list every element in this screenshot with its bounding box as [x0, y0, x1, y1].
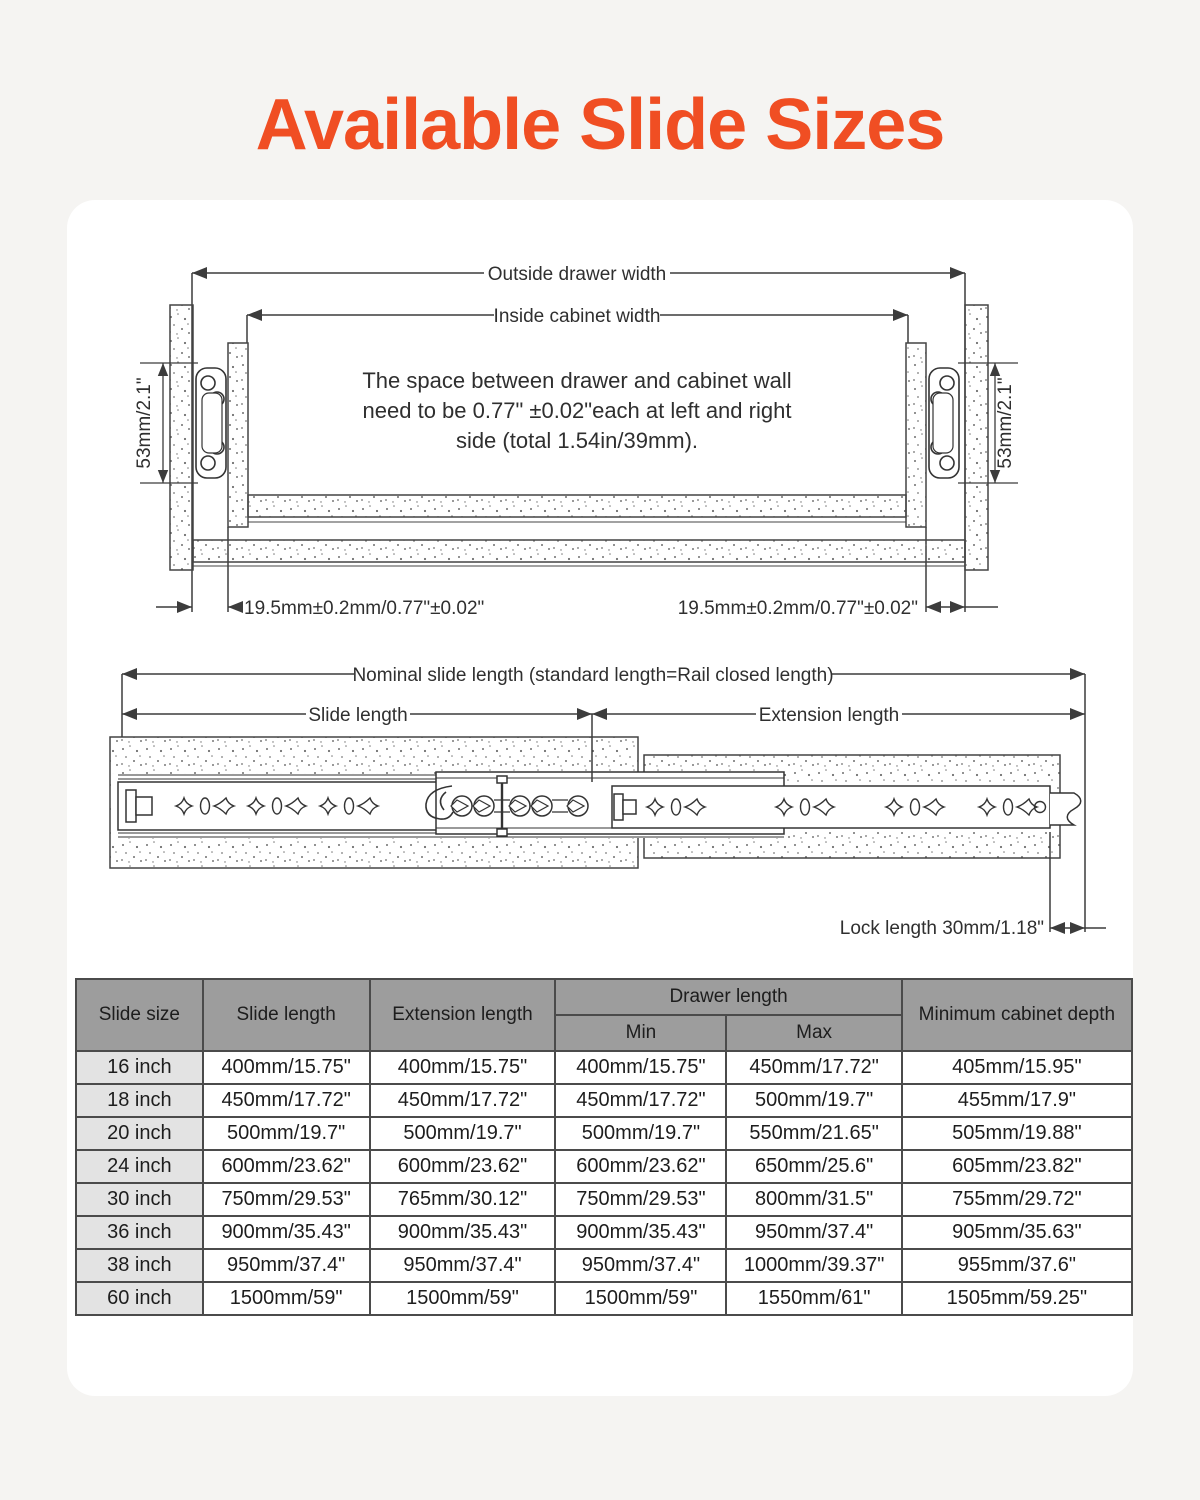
- header-max: Max: [726, 1015, 901, 1051]
- header-slide-size: Slide size: [76, 979, 203, 1051]
- table-row: [76, 1183, 1132, 1216]
- header-drawer-length: Drawer length: [555, 979, 901, 1015]
- table-cell-min: 900mm/35.43": [555, 1216, 726, 1249]
- table-cell-ext: 600mm/23.62": [370, 1150, 556, 1183]
- side-height-label-right: 53mm/2.1": [995, 377, 1016, 469]
- header-slide-length: Slide length: [203, 979, 370, 1051]
- table-row: [76, 1150, 1132, 1183]
- table-cell-size: 36 inch: [76, 1216, 203, 1249]
- drawer-bottom-panel: [248, 495, 906, 517]
- table-cell-max: 550mm/21.65": [726, 1117, 901, 1150]
- table-cell-min: 600mm/23.62": [555, 1150, 726, 1183]
- table-cell-slide: 450mm/17.72": [203, 1084, 370, 1117]
- table-row: [76, 1117, 1132, 1150]
- cabinet-wall-right: [965, 305, 988, 570]
- table-cell-slide: 900mm/35.43": [203, 1216, 370, 1249]
- table-cell-min: 750mm/29.53": [555, 1183, 726, 1216]
- table-cell-size: 60 inch: [76, 1282, 203, 1315]
- gap-label-left: 19.5mm±0.2mm/0.77"±0.02": [244, 598, 485, 619]
- table-cell-max: 450mm/17.72": [726, 1051, 901, 1084]
- slide-length-label: Slide length: [308, 705, 408, 726]
- table-cell-ext: 400mm/15.75": [370, 1051, 556, 1084]
- table-cell-max: 1550mm/61": [726, 1282, 901, 1315]
- table-cell-depth: 1505mm/59.25": [902, 1282, 1132, 1315]
- header-extension-length: Extension length: [370, 979, 556, 1051]
- inside-width-label: Inside cabinet width: [493, 306, 661, 327]
- table-cell-slide: 750mm/29.53": [203, 1183, 370, 1216]
- table-cell-depth: 505mm/19.88": [902, 1117, 1132, 1150]
- space-note-line-3: side (total 1.54in/39mm).: [455, 428, 699, 453]
- table-cell-ext: 765mm/30.12": [370, 1183, 556, 1216]
- table-row: [76, 1216, 1132, 1249]
- cabinet-wall-left: [170, 305, 193, 570]
- header-min-cabinet-depth: Minimum cabinet depth: [902, 979, 1132, 1051]
- table-row: [76, 1249, 1132, 1282]
- table-cell-min: 500mm/19.7": [555, 1117, 726, 1150]
- table-cell-size: 18 inch: [76, 1084, 203, 1117]
- table-cell-min: 400mm/15.75": [555, 1051, 726, 1084]
- table-cell-max: 650mm/25.6": [726, 1150, 901, 1183]
- table-cell-size: 38 inch: [76, 1249, 203, 1282]
- table-cell-slide: 950mm/37.4": [203, 1249, 370, 1282]
- table-cell-max: 800mm/31.5": [726, 1183, 901, 1216]
- lock-hook: [1050, 793, 1081, 825]
- table-cell-ext: 1500mm/59": [370, 1282, 556, 1315]
- table-cell-depth: 905mm/35.63": [902, 1216, 1132, 1249]
- table-cell-depth: 455mm/17.9": [902, 1084, 1132, 1117]
- table-cell-max: 950mm/37.4": [726, 1216, 901, 1249]
- drawer-wall-right: [906, 343, 926, 527]
- table-cell-depth: 405mm/15.95": [902, 1051, 1132, 1084]
- table-cell-size: 24 inch: [76, 1150, 203, 1183]
- drawer-cross-section-diagram: [100, 255, 1100, 625]
- table-cell-min: 950mm/37.4": [555, 1249, 726, 1282]
- table-cell-min: 450mm/17.72": [555, 1084, 726, 1117]
- side-height-label-left: 53mm/2.1": [134, 377, 155, 469]
- table-cell-depth: 755mm/29.72": [902, 1183, 1132, 1216]
- nominal-length-label: Nominal slide length (standard length=Rail closed length): [352, 665, 834, 686]
- space-note-line-1: The space between drawer and cabinet wall: [362, 368, 792, 393]
- table-cell-depth: 605mm/23.82": [902, 1150, 1132, 1183]
- table-cell-max: 500mm/19.7": [726, 1084, 901, 1117]
- slide-profile-left: [196, 368, 226, 478]
- page-title: Available Slide Sizes: [255, 85, 945, 165]
- cabinet-bottom-panel: [193, 540, 965, 562]
- drawer-wall-left: [228, 343, 248, 527]
- table-cell-size: 16 inch: [76, 1051, 203, 1084]
- gap-label-right: 19.5mm±0.2mm/0.77"±0.02": [677, 598, 918, 619]
- table-cell-ext: 500mm/19.7": [370, 1117, 556, 1150]
- lock-length-label: Lock length 30mm/1.18": [839, 918, 1044, 939]
- header-min: Min: [555, 1015, 726, 1051]
- table-cell-ext: 900mm/35.43": [370, 1216, 556, 1249]
- rail-extension-member: [612, 786, 1050, 828]
- table-row: [76, 1282, 1132, 1315]
- table-row: [76, 1084, 1132, 1117]
- table-cell-slide: 500mm/19.7": [203, 1117, 370, 1150]
- table-cell-max: 1000mm/39.37": [726, 1249, 901, 1282]
- slide-profile-right: [929, 368, 959, 478]
- table-row: [76, 1051, 1132, 1084]
- table-cell-depth: 955mm/37.6": [902, 1249, 1132, 1282]
- space-note-line-2: need to be 0.77" ±0.02"each at left and right: [362, 398, 792, 423]
- table-cell-ext: 450mm/17.72": [370, 1084, 556, 1117]
- table-body: [76, 1051, 1132, 1315]
- size-table: [75, 978, 1133, 1316]
- table-cell-size: 20 inch: [76, 1117, 203, 1150]
- content-card: [67, 200, 1133, 1396]
- outside-width-label: Outside drawer width: [487, 264, 667, 285]
- slide-length-diagram: [70, 655, 1140, 945]
- table-cell-min: 1500mm/59": [555, 1282, 726, 1315]
- table-cell-size: 30 inch: [76, 1183, 203, 1216]
- table-cell-slide: 1500mm/59": [203, 1282, 370, 1315]
- extension-length-label: Extension length: [758, 705, 900, 726]
- table-header: [76, 979, 1132, 1051]
- table-cell-slide: 600mm/23.62": [203, 1150, 370, 1183]
- table-cell-ext: 950mm/37.4": [370, 1249, 556, 1282]
- table-cell-slide: 400mm/15.75": [203, 1051, 370, 1084]
